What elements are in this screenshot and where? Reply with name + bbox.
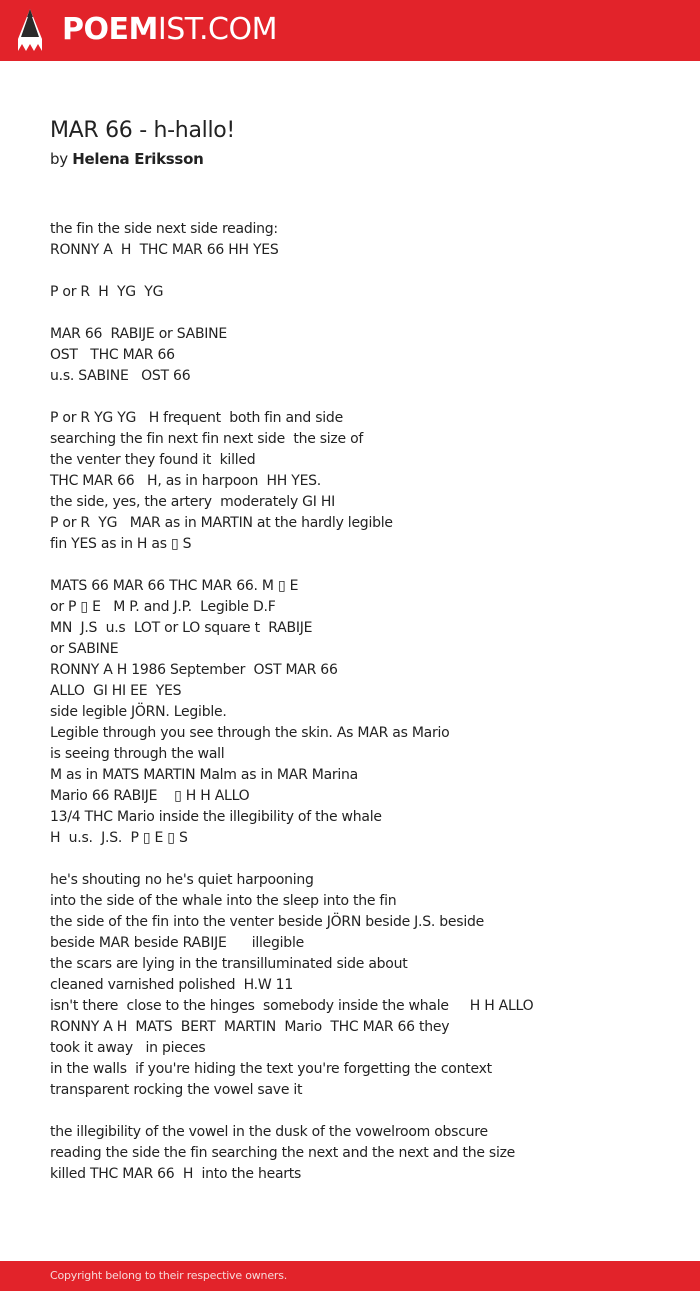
poem-line: H u.s. J.S. P ▯ E ▯ S xyxy=(50,830,188,846)
poem-line: fin YES as in H as ▯ S xyxy=(50,536,192,552)
poem-line: the side of the fin into the venter beside JÖRN beside J.S. beside xyxy=(50,914,484,930)
poem-line: beside MAR beside RABIJE illegible xyxy=(50,935,304,951)
poem-line xyxy=(50,261,670,282)
poem-line: isn't there close to the hinges somebody inside the whale H H ALLO xyxy=(50,998,534,1014)
poem-line: the venter they found it killed xyxy=(50,452,256,468)
poem-line: RONNY A H MATS BERT MARTIN Mario THC MAR 66 they xyxy=(50,1019,450,1035)
poem-line: into the side of the whale into the sleep into the fin xyxy=(50,893,397,909)
poem-line: u.s. SABINE OST 66 xyxy=(50,368,191,384)
poem-line: THC MAR 66 H, as in harpoon HH YES. xyxy=(50,473,322,489)
poem-line: Mario 66 RABIJE ▯ H H ALLO xyxy=(50,788,250,804)
poem-line: the side, yes, the artery moderately GI HI xyxy=(50,494,336,510)
poem-line xyxy=(50,303,670,324)
poem-line: P or R YG MAR as in MARTIN at the hardly legible xyxy=(50,515,393,531)
poem-line: or P ▯ E M P. and J.P. Legible D.F xyxy=(50,599,276,615)
poem-line: transparent rocking the vowel save it xyxy=(50,1082,303,1098)
copyright-text: Copyright belong to their respective owners. xyxy=(50,1269,288,1282)
poem-body xyxy=(50,219,670,1185)
poem-line xyxy=(50,849,670,870)
poem-line xyxy=(50,1101,670,1122)
poem-line: cleaned varnished polished H.W 11 xyxy=(50,977,293,993)
poem-line xyxy=(50,387,670,408)
by-prefix: by xyxy=(50,150,68,168)
poem-line: killed THC MAR 66 H into the hearts xyxy=(50,1166,302,1182)
poem-line: MN J.S u.s LOT or LO square t RABIJE xyxy=(50,620,313,636)
poem-line: ALLO GI HI EE YES xyxy=(50,683,182,699)
poem-line: MATS 66 MAR 66 THC MAR 66. M ▯ E xyxy=(50,578,299,594)
poem-line: the illegibility of the vowel in the dusk of the vowelroom obscure xyxy=(50,1124,488,1140)
poem-line: or SABINE xyxy=(50,641,119,657)
poem-line: side legible JÖRN. Legible. xyxy=(50,704,227,720)
site-header xyxy=(0,0,700,61)
site-logo-text[interactable] xyxy=(62,12,277,48)
poem-line: RONNY A H 1986 September OST MAR 66 xyxy=(50,662,338,678)
brand-light: IST.COM xyxy=(157,12,277,47)
poem-line: M as in MATS MARTIN Malm as in MAR Marina xyxy=(50,767,359,783)
poem-line: reading the side the fin searching the next and the next and the size xyxy=(50,1145,516,1161)
poem-line: took it away in pieces xyxy=(50,1040,206,1056)
poem-line: the fin the side next side reading: xyxy=(50,221,278,237)
poem-line: MAR 66 RABIJE or SABINE xyxy=(50,326,227,342)
poem-line: the scars are lying in the transilluminated side about xyxy=(50,956,408,972)
poem-line: Legible through you see through the skin. As MAR as Mario xyxy=(50,725,450,741)
poem-title: MAR 66 - h-hallo! xyxy=(50,118,235,143)
poem-line: in the walls if you're hiding the text you're forgetting the context xyxy=(50,1061,492,1077)
byline xyxy=(50,148,203,170)
poem-line xyxy=(50,555,670,576)
poem-line: searching the fin next fin next side the size of xyxy=(50,431,364,447)
site-footer xyxy=(0,1261,700,1291)
author-name[interactable]: Helena Eriksson xyxy=(72,150,204,168)
poem-line: P or R H YG YG xyxy=(50,284,164,300)
poem-line: is seeing through the wall xyxy=(50,746,225,762)
poem-line: P or R YG YG H frequent both fin and side xyxy=(50,410,343,426)
brand-bold: POEM xyxy=(62,12,158,47)
poem-line: RONNY A H THC MAR 66 HH YES xyxy=(50,242,279,258)
poem-line: 13/4 THC Mario inside the illegibility of the whale xyxy=(50,809,382,825)
poem-line: OST THC MAR 66 xyxy=(50,347,175,363)
poem-line: he's shouting no he's quiet harpooning xyxy=(50,872,314,888)
pencil-tip-icon[interactable] xyxy=(18,9,42,51)
